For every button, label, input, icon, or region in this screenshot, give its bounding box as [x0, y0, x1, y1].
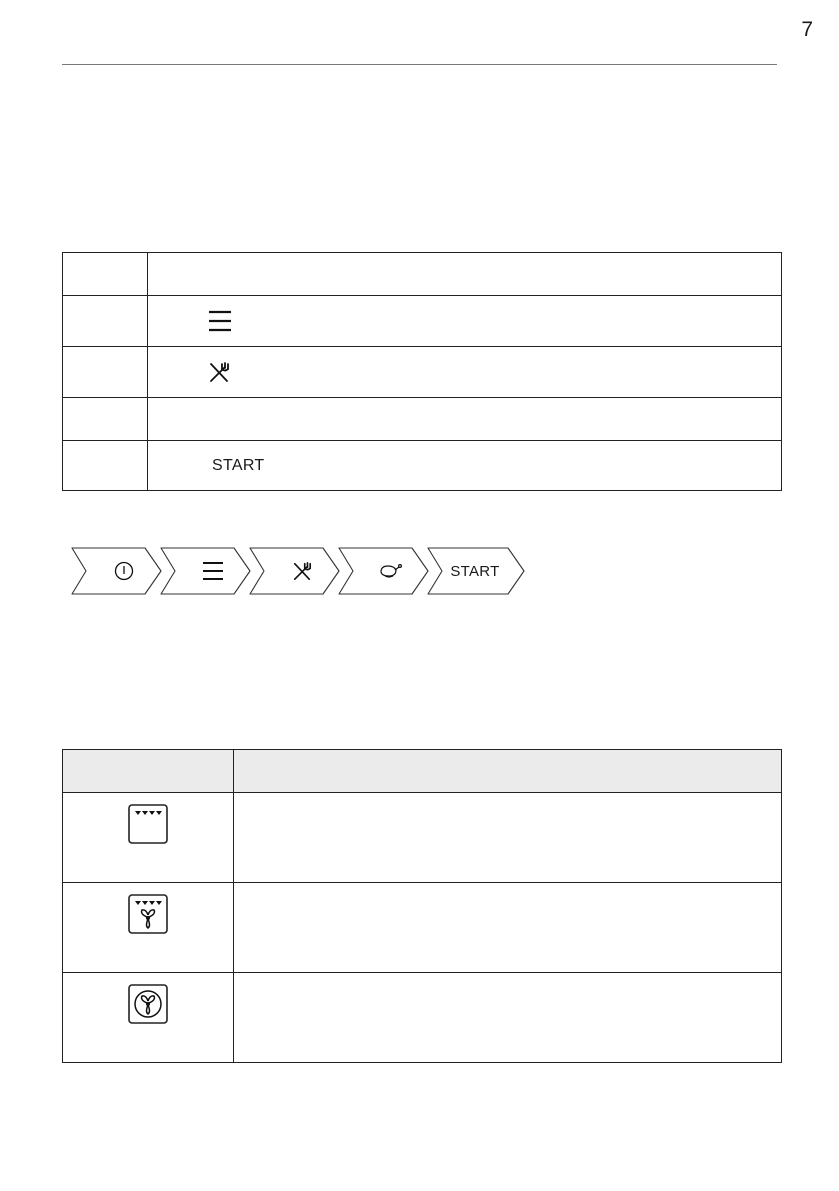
- step-sequence: [70, 547, 530, 595]
- steps-table: [62, 252, 782, 491]
- function-description: [234, 973, 782, 1063]
- table-header-row: [63, 750, 782, 793]
- table-row: [63, 296, 782, 347]
- page-number: 7: [801, 18, 813, 41]
- start-label: START: [450, 562, 500, 580]
- step-description: [148, 398, 782, 441]
- power-icon: [86, 547, 161, 595]
- cutlery-icon: [264, 547, 339, 595]
- menu-icon: [175, 547, 250, 595]
- function-description: [234, 793, 782, 883]
- table-row: [63, 883, 782, 973]
- column-header-application: [234, 750, 782, 793]
- oven-functions-table: [62, 749, 782, 1063]
- function-description: [234, 883, 782, 973]
- table-row: [63, 347, 782, 398]
- menu-icon: [208, 310, 232, 332]
- table-row: [63, 441, 782, 491]
- table-row: [63, 398, 782, 441]
- cutlery-icon: [208, 361, 230, 383]
- fan-icon: [127, 983, 169, 1030]
- table-row: [63, 793, 782, 883]
- roast-chicken-icon: [353, 547, 428, 595]
- step-number: [63, 441, 148, 491]
- start-label: START: [212, 456, 265, 474]
- top-heat-icon: [127, 803, 169, 850]
- column-header-function: [63, 750, 234, 793]
- step-number: [63, 347, 148, 398]
- header-rule: [62, 64, 777, 65]
- step-description: [148, 253, 782, 296]
- step-number: [63, 253, 148, 296]
- table-row: [63, 973, 782, 1063]
- step-number: [63, 296, 148, 347]
- top-heat-fan-icon: [127, 893, 169, 940]
- table-row: [63, 253, 782, 296]
- step-number: [63, 398, 148, 441]
